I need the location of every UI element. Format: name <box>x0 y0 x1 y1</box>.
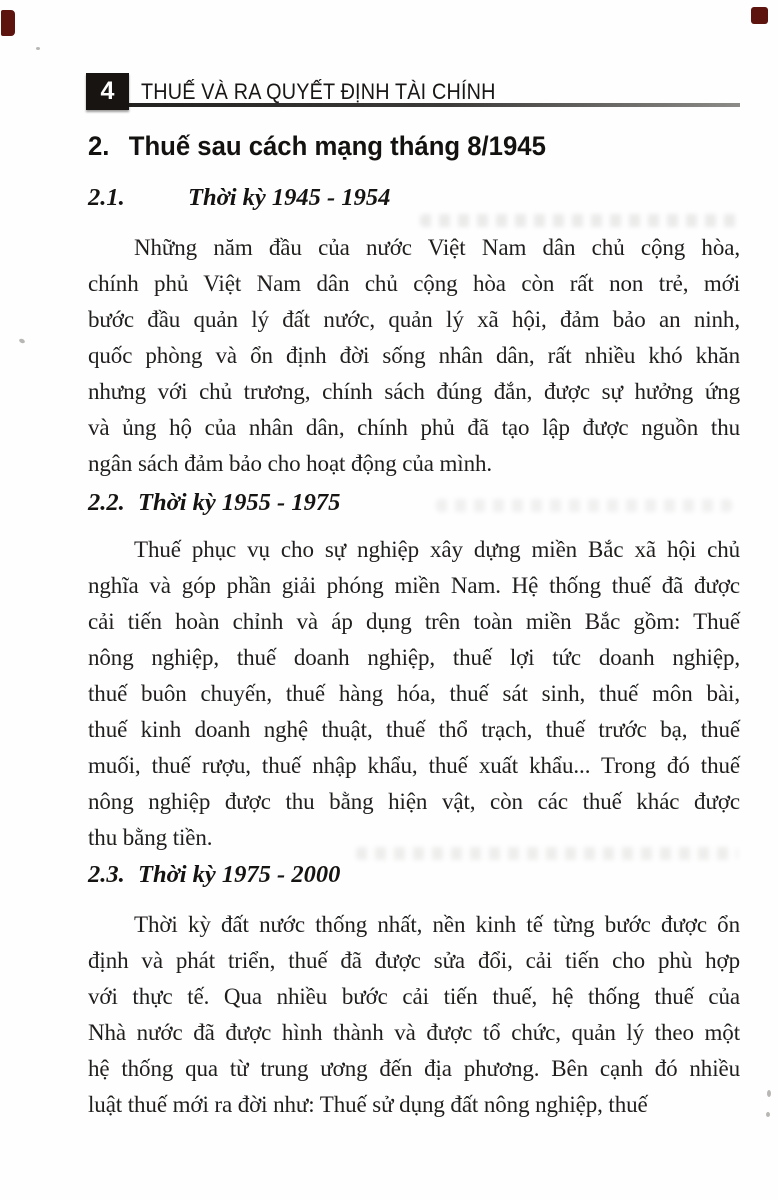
section-number: 2. <box>88 131 110 161</box>
bleedthrough-artifact <box>420 214 738 227</box>
text-line: và ủng hộ của nhân dân, chính phủ đã tạo lập được nguồn thu <box>88 415 740 440</box>
text-line: quốc phòng và ổn định đời sống nhân dân, rất nhiều khó khăn <box>88 343 740 368</box>
text-line: với thực tế. Qua nhiều bước cải tiến thuế, hệ thống thuế của <box>88 984 740 1009</box>
corner-scan-mark-top-right <box>751 7 768 24</box>
text-line: nghĩa và góp phần giải phóng miền Nam. Hệ thống thuế đã được <box>88 573 740 598</box>
text-line: thuế kinh doanh nghệ thuật, thuế thổ trạch, thuế trước bạ, thuế <box>88 717 740 742</box>
scan-speck <box>36 47 40 50</box>
text-line: Nhà nước đã được hình thành và được tổ chức, quản lý theo một <box>88 1020 740 1045</box>
subsection-title: Thời kỳ 1975 - 2000 <box>138 861 341 888</box>
text-line: luật thuế mới ra đời như: Thuế sử dụng đất nông nghiệp, thuế <box>88 1092 648 1117</box>
text-line: bước đầu quản lý đất nước, quản lý xã hội, đảm bảo an ninh, <box>88 307 740 332</box>
subsection-title: Thời kỳ 1945 - 1954 <box>188 184 391 211</box>
corner-scan-mark-top-left <box>1 10 15 36</box>
scan-speck <box>766 1112 770 1117</box>
subsection-number: 2.1. <box>88 184 125 211</box>
subsection-title: Thời kỳ 1955 - 1975 <box>138 489 341 516</box>
subsection-heading-2-1 <box>88 184 748 212</box>
text-line: cải tiến hoàn chỉnh và áp dụng trên toàn miền Bắc gồm: Thuế <box>88 609 740 634</box>
section-heading <box>88 131 728 162</box>
subsection-heading-2-3 <box>88 861 748 889</box>
text-line: nông nghiệp được thu bằng hiện vật, còn các thuế khác được <box>88 789 740 814</box>
text-line: ngân sách đảm bảo cho hoạt động của mình. <box>88 451 493 476</box>
running-header-title: THUẾ VÀ RA QUYẾT ĐỊNH TÀI CHÍNH <box>141 79 496 104</box>
text-line: định và phát triển, thuế đã được sửa đổi, cải tiến cho phù hợp <box>88 948 740 973</box>
text-line: muối, thuế rượu, thuế nhập khẩu, thuế xuất khẩu... Trong đó thuế <box>88 753 740 778</box>
text-line: Những năm đầu của nước Việt Nam dân chủ cộng hòa, <box>134 235 740 260</box>
text-line: Thuế phục vụ cho sự nghiệp xây dựng miền Bắc xã hội chủ <box>134 537 740 562</box>
subsection-number: 2.2. <box>88 489 125 516</box>
text-line: hệ thống qua từ trung ương đến địa phương. Bên cạnh đó nhiều <box>88 1056 740 1081</box>
page-number: 4 <box>100 77 115 105</box>
paragraph-2-3 <box>88 907 740 1123</box>
text-line: nông nghiệp, thuế doanh nghiệp, thuế lợi tức doanh nghiệp, <box>88 645 740 670</box>
text-line: thuế buôn chuyến, thuế hàng hóa, thuế sát sinh, thuế môn bài, <box>88 681 740 706</box>
text-line: Thời kỳ đất nước thống nhất, nền kinh tế từng bước được ổn <box>134 912 740 937</box>
text-line: chính phủ Việt Nam dân chủ cộng hòa còn rất non trẻ, mới <box>88 271 740 296</box>
subsection-heading-2-2 <box>88 489 748 517</box>
text-line: nhưng với chủ trương, chính sách đúng đắn, được sự hưởng ứng <box>88 379 740 404</box>
scan-speck <box>767 1090 771 1097</box>
paragraph-2-1 <box>88 230 740 482</box>
subsection-number: 2.3. <box>88 861 125 888</box>
scan-speck <box>18 338 25 344</box>
section-title: Thuế sau cách mạng tháng 8/1945 <box>128 131 546 161</box>
page-number-badge <box>86 73 129 110</box>
paragraph-2-2 <box>88 532 740 856</box>
text-line: thu bằng tiền. <box>88 825 213 850</box>
